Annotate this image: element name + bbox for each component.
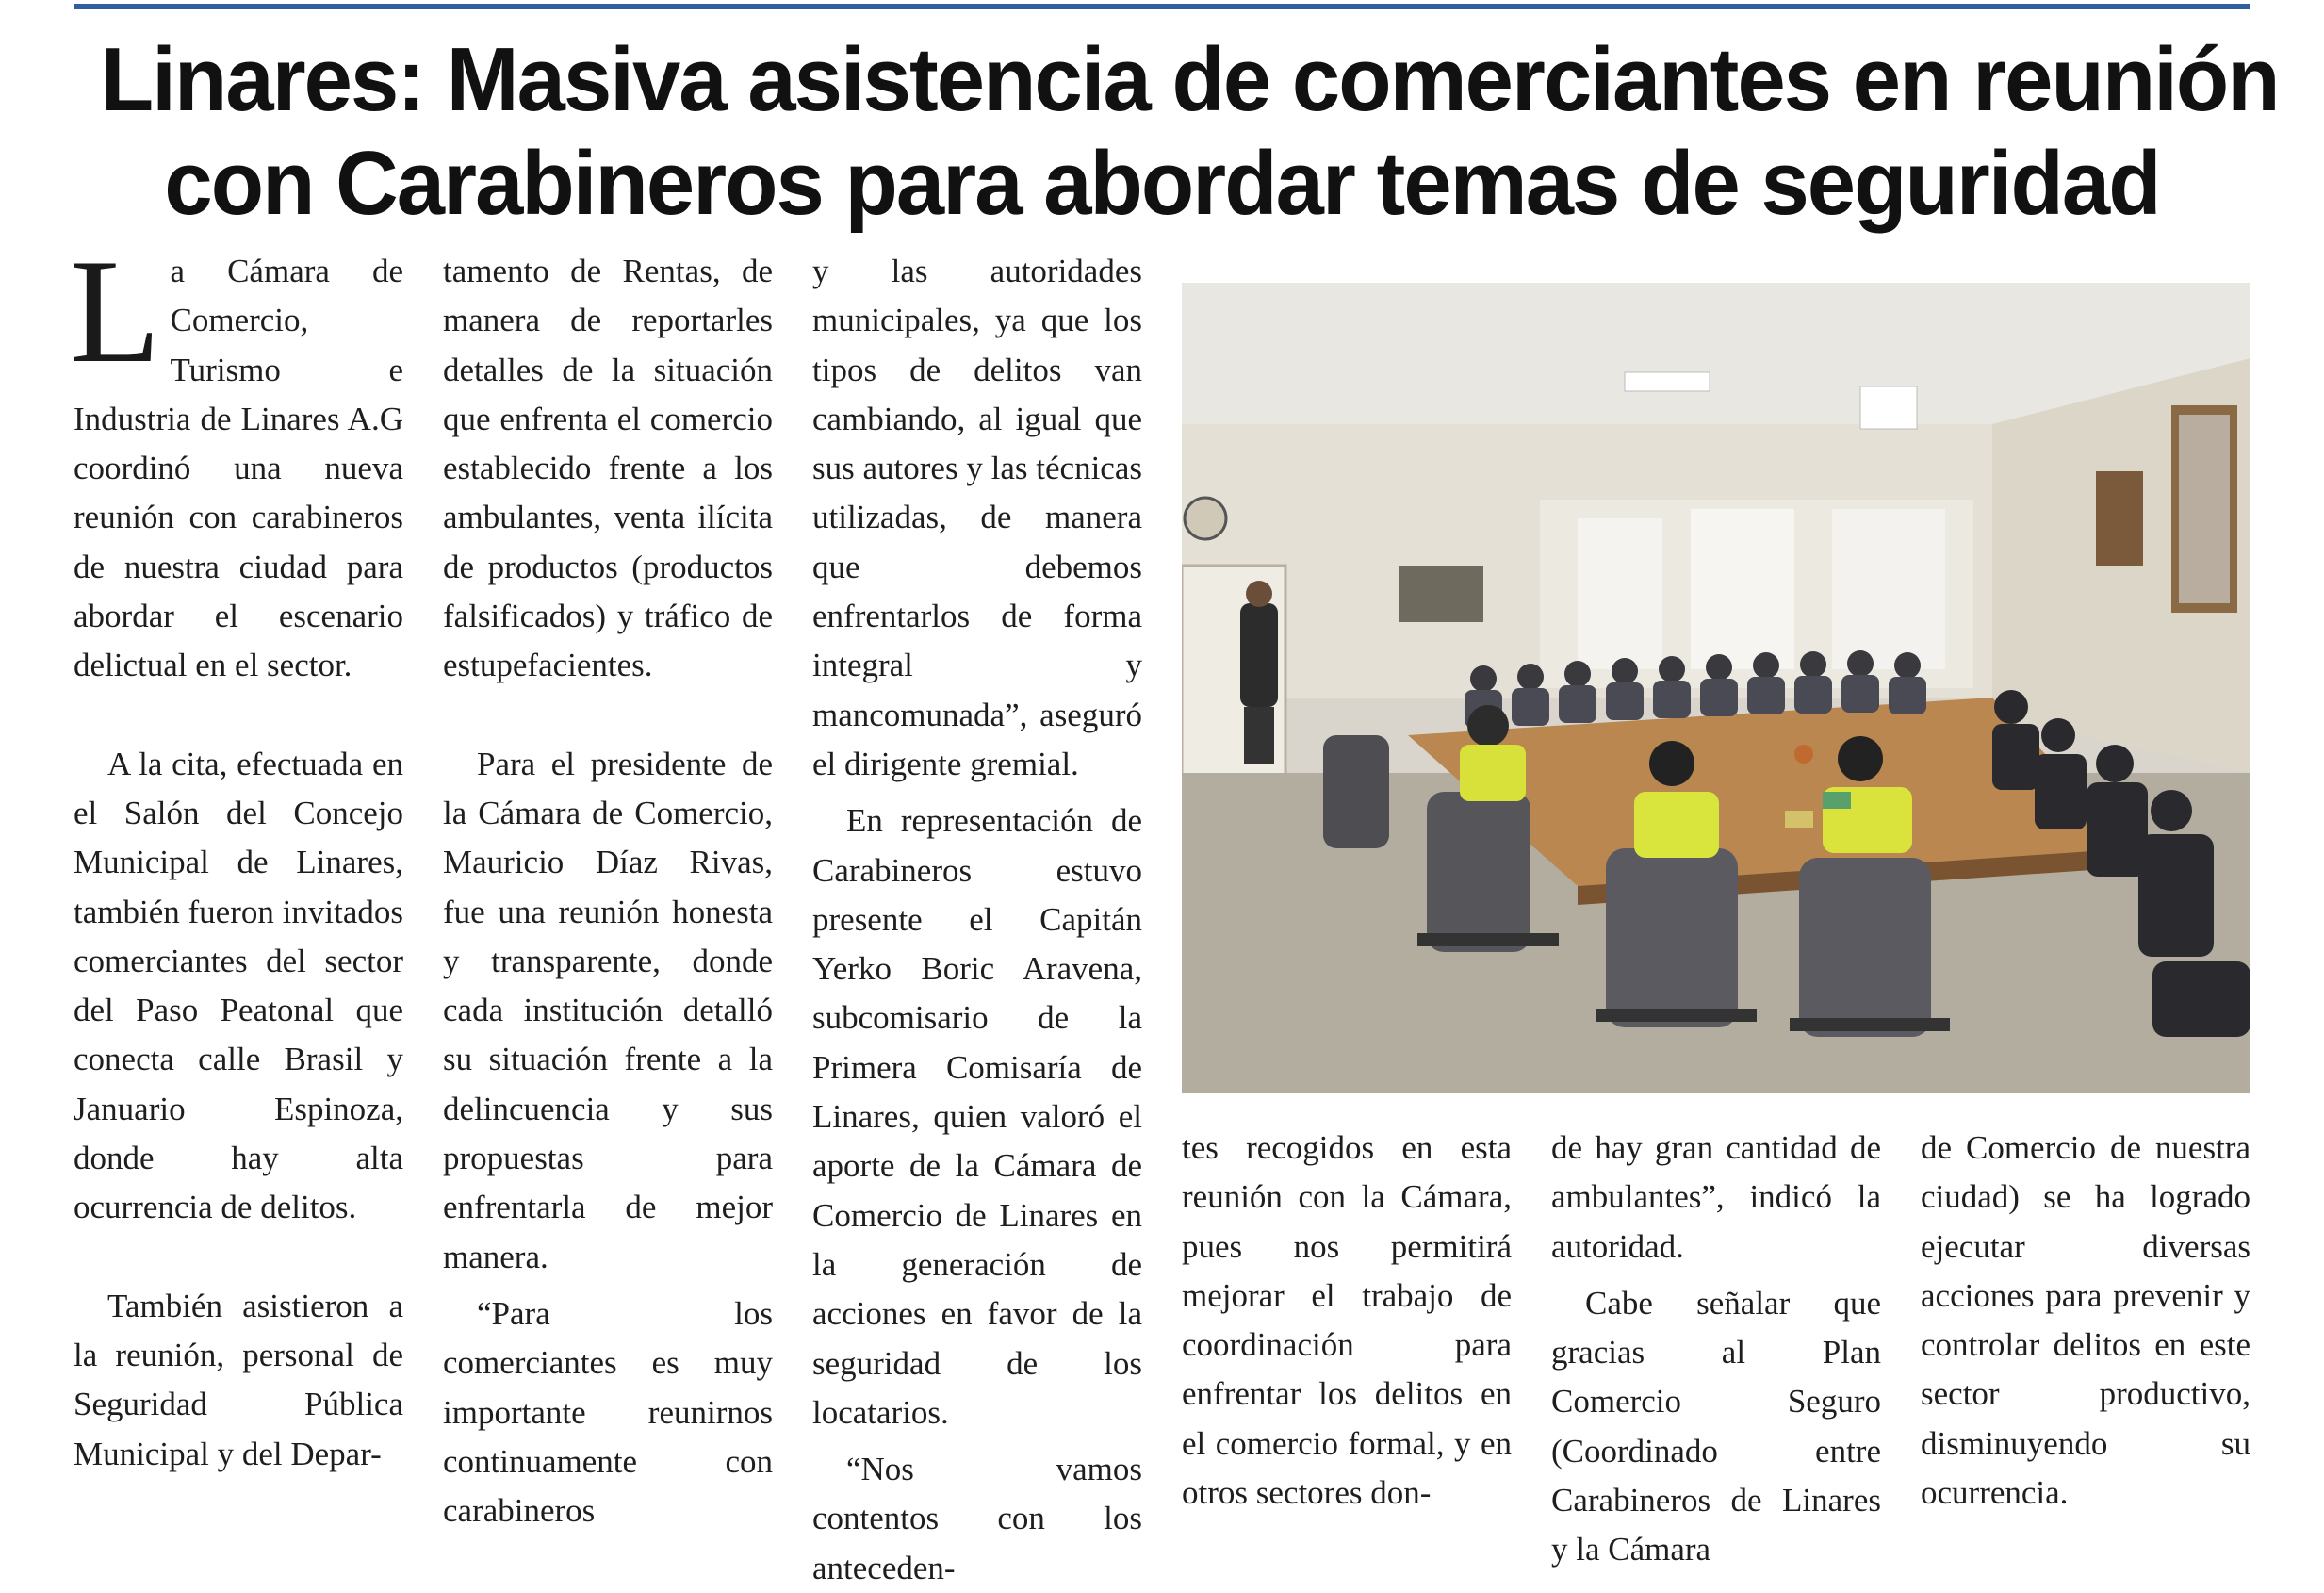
paragraph: de hay gran cantidad de ambulantes”, indicó la autoridad. [1551,1129,1881,1265]
article-column-4 [1182,1124,1512,1519]
drop-cap: L [70,229,161,394]
article-column-1 [70,229,403,1529]
meeting-photo [1182,283,2250,1093]
paragraph: Para el presidente de la Cámara de Comercio, Mauricio Díaz Rivas, fue una reunión honesta y transparente, donde cada institución detalló su situación frente a la delincuencia y sus propuestas para enfrentarla de mejor manera. [443,745,773,1275]
paragraph: En representación de Carabineros estuvo presente el Capitán Yerko Boric Aravena, subcomisario de la Primera Comisaría de Linares, quien valoró el aporte de la Cámara de Comercio de Linares en la generación de acciones en favor de la seguridad de los locatarios. [812,802,1142,1431]
paragraph: “Para los comerciantes es muy importante reunirnos continuamente con carabineros [443,1294,773,1530]
headline [100,28,2279,236]
paragraph: tamento de Rentas, de manera de reportarles detalles de la situación que enfrenta el comercio establecido frente a los ambulantes, venta ilícita de productos (productos falsificados) y tráfico de estupefacientes. [443,253,773,684]
paragraph: A la cita, efectuada en el Salón del Concejo Municipal de Linares, también fueron invitados comerciantes del sector del Paso Peatonal que conecta calle Brasil y Januario Espinoza, donde hay alta ocurrencia de delitos. [74,745,403,1226]
paragraph-text: a Cámara de Comercio, Turismo e Industria de Linares A.G coordinó una nueva reunión con carabineros de nuestra ciudad para abordar el escenario delictual en el sector. [74,253,403,684]
paragraph: “Nos vamos contentos con los anteceden- [812,1451,1142,1586]
paragraph: También asistieron a la reunión, personal de Seguridad Pública Municipal y del Depar- [74,1287,403,1472]
headline-line-1: Linares: Masiva asistencia de comerciantes en reunión [100,29,2279,130]
article-column-5 [1551,1124,1881,1568]
article-column-3 [812,247,1142,1586]
top-rule [74,4,2250,9]
article-column-2 [443,247,773,1529]
paragraph: de Comercio de nuestra ciudad) se ha logrado ejecutar diversas acciones para prevenir y controlar delitos en este sector productivo, disminuyendo su ocurrencia. [1921,1129,2250,1512]
paragraph [70,229,403,691]
headline-line-2: con Carabineros para abordar temas de seguridad [164,133,2160,234]
paragraph: Cabe señalar que gracias al Plan Comercio Seguro (Coordinado entre Carabineros de Linares y la Cámara [1551,1284,1881,1568]
paragraph: y las autoridades municipales, ya que los tipos de delitos van cambiando, al igual que sus autores y las técnicas utilizadas, de manera que debemos enfrentarlos de forma integral y mancomunada”, aseguró el dirigente gremial. [812,253,1142,782]
article-column-6 [1921,1124,2250,1519]
paragraph: tes recogidos en esta reunión con la Cámara, pues nos permitirá mejorar el trabajo de coordinación para enfrentar los delitos en el comercio formal, y en otros sectores don- [1182,1129,1512,1512]
